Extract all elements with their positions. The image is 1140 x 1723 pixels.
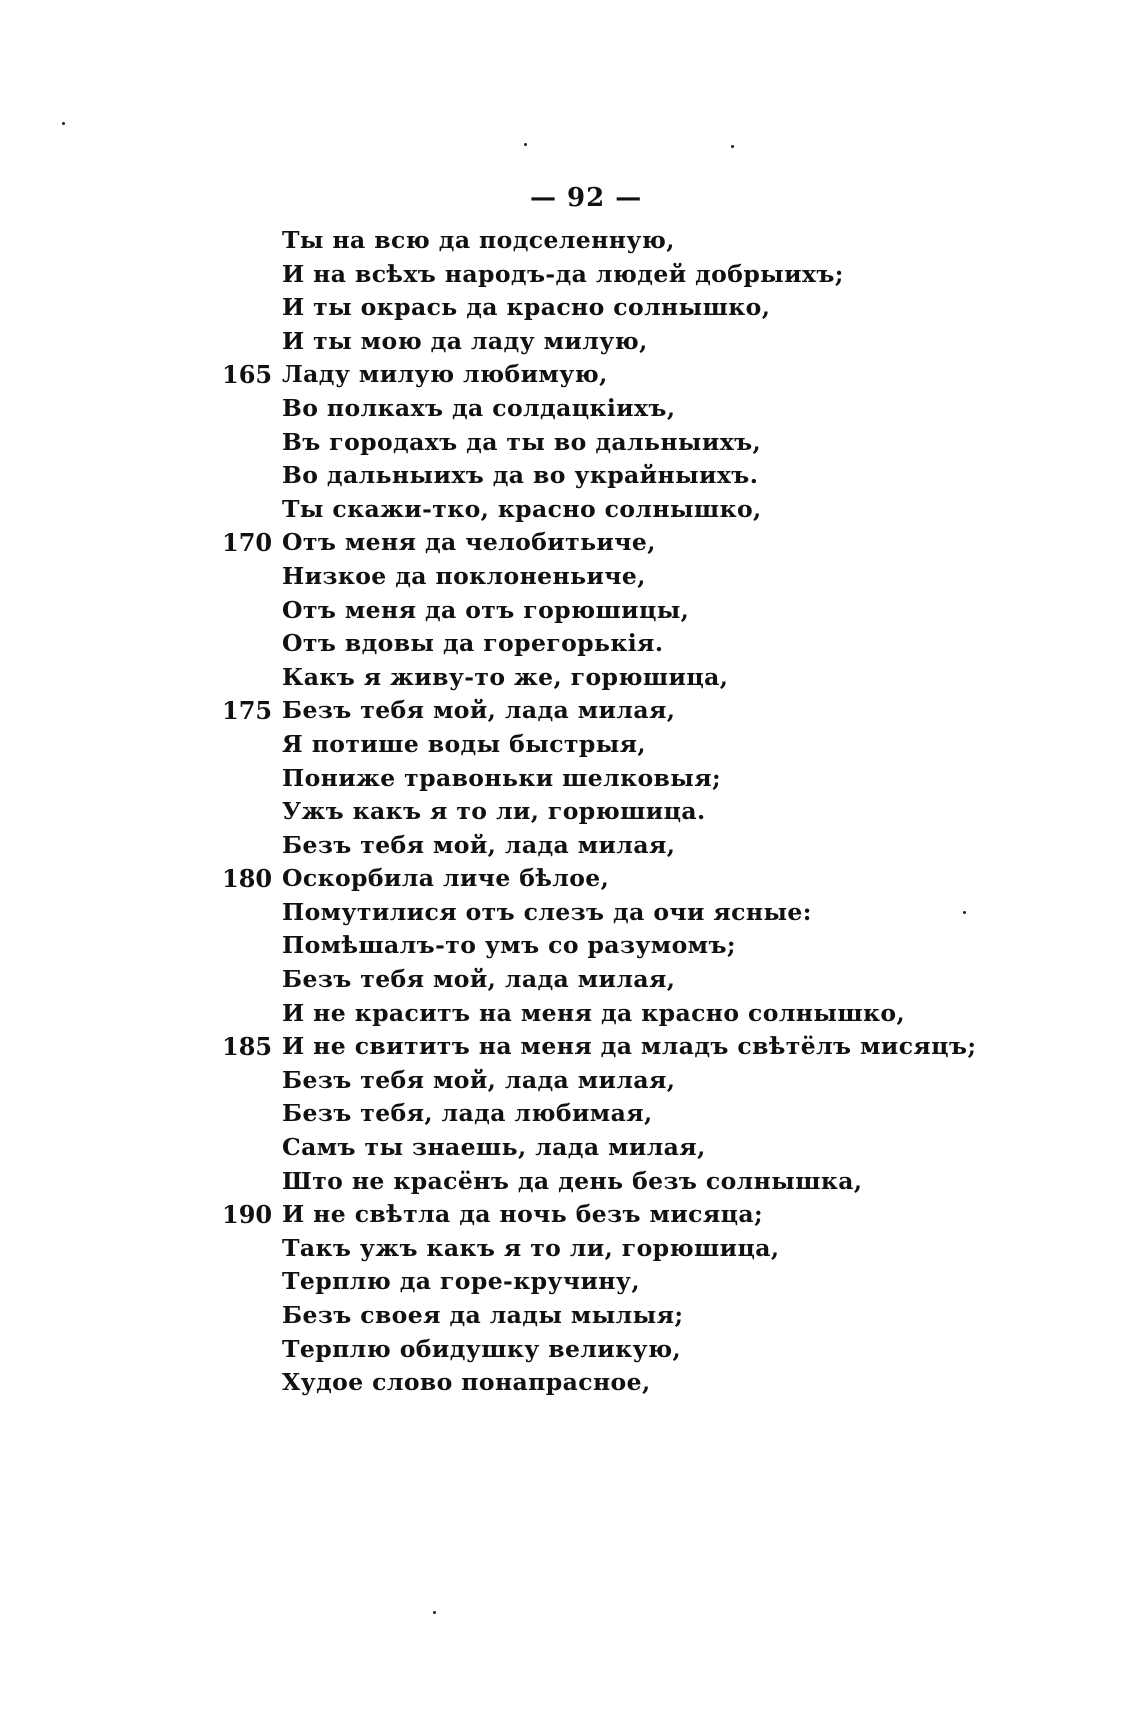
verse-text: Самъ ты знаешь, лада милая, bbox=[282, 1133, 706, 1162]
line-number: 180 bbox=[222, 864, 273, 894]
verse-text: Ладу милую любимую, bbox=[282, 360, 608, 389]
verse-text: Отъ меня да отъ горюшицы, bbox=[282, 595, 690, 624]
verse-line bbox=[0, 1366, 1140, 1400]
page-speck bbox=[524, 143, 527, 146]
verse-line bbox=[0, 224, 1140, 258]
verse-line bbox=[0, 728, 1140, 762]
verse-text: И не свѣтла да ночь безъ мисяца; bbox=[282, 1200, 764, 1229]
verse-line bbox=[0, 1232, 1140, 1266]
verse-text: И не краситъ на меня да красно солнышко, bbox=[282, 998, 906, 1027]
verse-text: Ужъ какъ я то ли, горюшица. bbox=[282, 797, 706, 826]
line-number: 175 bbox=[222, 696, 273, 726]
page-speck bbox=[433, 1611, 436, 1614]
verse-text: Въ городахъ да ты во дальныихъ, bbox=[282, 427, 762, 456]
verse-line bbox=[0, 325, 1140, 359]
verse-text: Безъ тебя мой, лада милая, bbox=[282, 1065, 676, 1094]
verse-line bbox=[0, 560, 1140, 594]
verse-line bbox=[0, 1333, 1140, 1367]
verse-line bbox=[0, 594, 1140, 628]
verse-line bbox=[0, 291, 1140, 325]
verse-line bbox=[0, 694, 1140, 728]
verse-text: Безъ тебя мой, лада милая, bbox=[282, 965, 676, 994]
verse-text: Ты скажи-тко, красно солнышко, bbox=[282, 494, 762, 523]
verse-line bbox=[0, 862, 1140, 896]
verse-text: Я потише воды быстрыя, bbox=[282, 729, 646, 758]
verse-text: Безъ тебя, лада любимая, bbox=[282, 1099, 653, 1128]
verse-line bbox=[0, 1265, 1140, 1299]
verse-line bbox=[0, 392, 1140, 426]
verse-line bbox=[0, 1165, 1140, 1199]
verse-text: И ты окрась да красно солнышко, bbox=[282, 293, 771, 322]
line-number: 170 bbox=[222, 528, 273, 558]
verse-text: Во дальныихъ да во украйныихъ. bbox=[282, 461, 759, 490]
page-speck bbox=[62, 122, 65, 125]
verse-text: Оскорбила личе бѣлое, bbox=[282, 864, 610, 893]
verse-text: Во полкахъ да солдацкіихъ, bbox=[282, 393, 676, 422]
verse-line bbox=[0, 1097, 1140, 1131]
verse-line bbox=[0, 459, 1140, 493]
line-number: 190 bbox=[222, 1200, 273, 1230]
verse-text: Пониже травоньки шелковыя; bbox=[282, 763, 722, 792]
page-speck bbox=[731, 145, 734, 148]
verse-text: Што не красёнъ да день безъ солнышка, bbox=[282, 1166, 863, 1195]
verse-text: Отъ меня да челобитьиче, bbox=[282, 528, 656, 557]
verse-line bbox=[0, 1299, 1140, 1333]
verse-line bbox=[0, 258, 1140, 292]
line-number: 185 bbox=[222, 1032, 273, 1062]
verse-text: Терплю обидушку великую, bbox=[282, 1334, 682, 1363]
verse-text: Помѣшалъ-то умъ со разумомъ; bbox=[282, 931, 736, 960]
verse-line bbox=[0, 762, 1140, 796]
verse-line bbox=[0, 627, 1140, 661]
verse-text: Отъ вдовы да горегорькія. bbox=[282, 629, 664, 658]
verse-line bbox=[0, 929, 1140, 963]
verse-text: Безъ своея да лады мылыя; bbox=[282, 1301, 684, 1329]
verse-text: Безъ тебя мой, лада милая, bbox=[282, 830, 676, 859]
verse-text: Ты на всю да подселенную, bbox=[282, 226, 675, 254]
verse-line bbox=[0, 661, 1140, 695]
verse-text: Худое слово понапрасное, bbox=[282, 1368, 651, 1397]
verse-text: Помутилися отъ слезъ да очи ясные: bbox=[282, 897, 812, 926]
verse-line bbox=[0, 1030, 1140, 1064]
verse-line bbox=[0, 997, 1140, 1031]
verse-line bbox=[0, 1198, 1140, 1232]
verse-line bbox=[0, 963, 1140, 997]
verse-line bbox=[0, 795, 1140, 829]
verse-text: Какъ я живу-то же, горюшица, bbox=[282, 662, 729, 691]
verse-line bbox=[0, 526, 1140, 560]
page-number: — 92 — bbox=[530, 183, 643, 213]
verse-line bbox=[0, 426, 1140, 460]
verse-text: Терплю да горе-кручину, bbox=[282, 1267, 640, 1296]
poem-text bbox=[0, 224, 1140, 1400]
verse-text: И ты мою да ладу милую, bbox=[282, 326, 648, 355]
verse-line bbox=[0, 1131, 1140, 1165]
verse-text: И на всѣхъ народъ-да людей добрыихъ; bbox=[282, 259, 844, 288]
verse-text: Безъ тебя мой, лада милая, bbox=[282, 696, 676, 725]
verse-line bbox=[0, 829, 1140, 863]
line-number: 165 bbox=[222, 360, 273, 390]
verse-text: Низкое да поклоненьиче, bbox=[282, 561, 646, 590]
verse-line bbox=[0, 896, 1140, 930]
verse-text: Такъ ужъ какъ я то ли, горюшица, bbox=[282, 1233, 780, 1262]
verse-text: И не свититъ на меня да младъ свѣтёлъ мисяцъ; bbox=[282, 1032, 977, 1061]
verse-line bbox=[0, 358, 1140, 392]
verse-line bbox=[0, 1064, 1140, 1098]
verse-line bbox=[0, 493, 1140, 527]
